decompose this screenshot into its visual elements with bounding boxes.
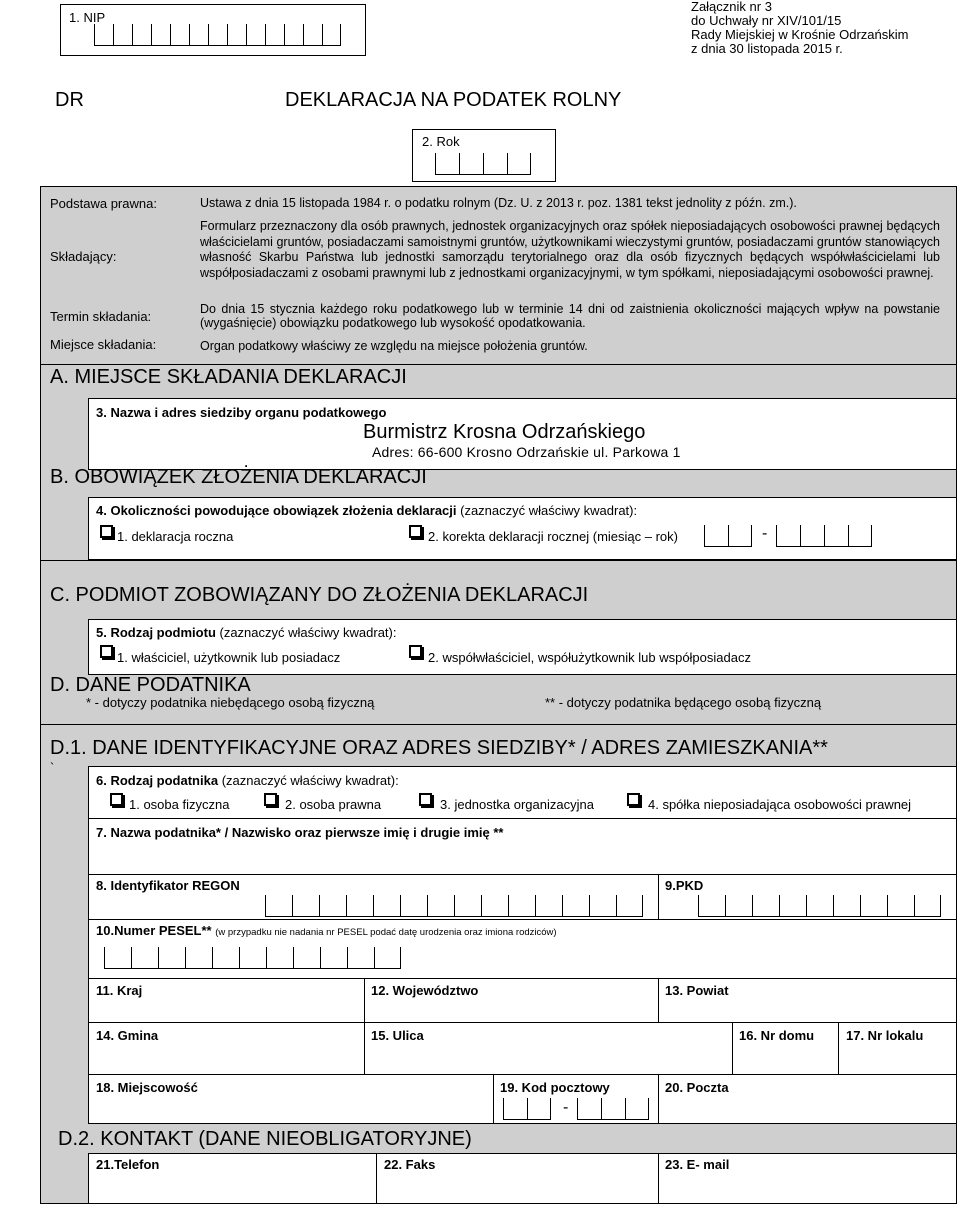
field-7-label: 7. Nazwa podatnika* / Nazwisko oraz pierwsze imię i drugie imię ** [96,825,504,840]
note-person: ** - dotyczy podatnika będącego osobą fizyczną [545,695,822,710]
postal-code-boxes-2[interactable] [577,1098,649,1120]
option-b1-label: 1. deklaracja roczna [117,529,234,544]
field-4-label [96,503,637,518]
checkbox-c2[interactable] [409,645,422,658]
option-c2-label: 2. współwłaściciel, współużytkownik lub współposiadacz [428,650,751,665]
deadline-label: Termin składania: [50,309,152,324]
field-4-label-bold: 4. Okoliczności powodujące obowiązek złożenia deklaracji [96,503,457,518]
authority-name: Burmistrz Krosna Odrzańskiego [363,421,646,443]
row-line-7 [88,818,957,819]
row-line-8 [88,874,957,875]
checkbox-type-4[interactable] [627,793,640,806]
type-1-label: 1. osoba fizyczna [129,797,230,812]
section-b-title: B. OBOWIĄZEK ZŁOŻENIA DEKLARACJI [50,466,427,488]
postal-dash: - [563,1099,569,1116]
col-line-22 [376,1153,377,1204]
annex-line-4: z dnia 30 listopada 2015 r. [691,41,843,56]
d1-form-area [88,766,957,1124]
row-line-11 [88,978,957,979]
col-line-16 [732,1022,733,1074]
field-6-label-rest: (zaznaczyć właściwy kwadrat): [218,773,399,788]
form-code: DR [55,89,84,111]
field-17-label: 17. Nr lokalu [846,1028,924,1043]
section-d-title: D. DANE PODATNIKA [50,674,251,696]
col-line-12 [364,978,365,1022]
option-b2-label: 2. korekta deklaracji rocznej (miesiąc – rok) [428,529,678,544]
filer-text: Formularz przeznaczony dla osób prawnych, jednostek organizacyjnych oraz spółek nieposiadających osobowości prawnej będących właścicielami gruntów, posiadaczami samoistnymi gruntów, użytkownikami wieczystymi gruntów, posiadaczami gruntów stanowiących własność Skarbu Państwa lub jednostki samorządu terytorialnego oraz dla osób fizycznych będących współwłaścicielami lub współposiadaczami z osobami prawnymi lub z jednostkami organizacyjnymi, w tym spółkami, nieposiadającymi osobowości prawnej. [200,219,940,280]
type-3-label: 3. jednostka organizacyjna [440,797,594,812]
field-9-label: 9.PKD [665,878,704,893]
field-13-label: 13. Powiat [665,983,729,998]
filer-label: Składający: [50,249,117,264]
field-16-label: 16. Nr domu [739,1028,815,1043]
place-text: Organ podatkowy właściwy ze względu na miejsce położenia gruntów. [200,339,588,353]
field-5-label-rest: (zaznaczyć właściwy kwadrat): [215,625,397,640]
place-label: Miejsce składania: [50,337,157,352]
field-14-label: 14. Gmina [96,1028,159,1043]
postal-code-boxes-1[interactable] [503,1098,551,1120]
col-line-9 [658,874,659,919]
annex-line-2: do Uchwały nr XIV/101/15 [691,13,842,28]
correction-year-boxes[interactable] [776,525,872,547]
authority-address: Adres: 66-600 Krosno Odrzańskie ul. Parkowa 1 [372,444,681,460]
section-a-title: A. MIEJSCE SKŁADANIA DEKLARACJI [50,366,407,388]
divider-d1 [40,724,957,725]
field-19-label: 19. Kod pocztowy [500,1080,610,1095]
field-12-label: 12. Województwo [371,983,479,998]
pkd-digit-boxes[interactable] [698,895,941,917]
field-5-label [96,625,397,640]
field-20-label: 20. Poczta [665,1080,729,1095]
field-10-label-bold: 10.Numer PESEL** [96,923,212,938]
legal-basis-label: Podstawa prawna: [50,196,157,211]
note-non-person: * - dotyczy podatnika niebędącego osobą fizyczną [86,695,375,710]
col-line-17 [838,1022,839,1074]
field-7-input[interactable] [96,843,946,871]
field-23-label: 23. E- mail [665,1157,730,1172]
checkbox-b2[interactable] [409,525,422,538]
pesel-digit-boxes[interactable] [104,947,401,969]
checkbox-type-3[interactable] [419,793,432,806]
field-15-label: 15. Ulica [371,1028,424,1043]
section-d1-title: D.1. DANE IDENTYFIKACYJNE ORAZ ADRES SIEDZIBY* / ADRES ZAMIESZKANIA** [50,737,828,759]
checkbox-type-2[interactable] [264,793,277,806]
checkbox-type-1[interactable] [110,793,123,806]
year-digit-boxes[interactable] [435,153,531,175]
divider-c [40,560,957,561]
field-3-label: 3. Nazwa i adres siedziby organu podatkowego [96,405,387,420]
field-18-label: 18. Miejscowość [96,1080,198,1095]
annex-note [691,0,908,56]
field-11-label: 11. Kraj [96,983,143,998]
field-22-label: 22. Faks [384,1157,436,1172]
nip-label: 1. NIP [69,10,106,25]
d2-form-area [88,1153,957,1204]
row-line-18 [88,1074,957,1075]
divider-a [40,364,957,365]
field-8-label: 8. Identyfikator REGON [96,878,240,893]
option-c1-label: 1. właściciel, użytkownik lub posiadacz [117,650,341,665]
legal-basis-text: Ustawa z dnia 15 listopada 1984 r. o podatku rolnym (Dz. U. z 2013 r. poz. 1381 tekst jednolity z późn. zm.). [200,196,797,210]
form-title: DEKLARACJA NA PODATEK ROLNY [285,89,622,111]
field-6-label [96,773,399,788]
year-label: 2. Rok [422,134,460,149]
correction-month-boxes[interactable] [704,525,752,547]
type-4-label: 4. spółka nieposiadająca osobowości prawnej [648,797,912,812]
annex-line-1: Załącznik nr 3 [691,0,772,14]
checkbox-c1[interactable] [100,645,113,658]
col-line-13 [658,978,659,1022]
col-line-19 [493,1074,494,1124]
stray-mark: ` [50,760,55,775]
field-5-label-bold: 5. Rodzaj podmiotu [96,625,216,640]
field-10-label-rest: (w przypadku nie nadania nr PESEL podać datę urodzenia oraz imiona rodziców) [215,927,557,938]
checkbox-b1[interactable] [100,525,113,538]
field-10-label [96,923,557,938]
field-21-label: 21.Telefon [96,1157,160,1172]
deadline-text: Do dnia 15 stycznia każdego roku podatkowego lub w terminie 14 dni od zaistnienia okoliczności mających wpływ na powstanie (wygaśnięcie) obowiązku podatkowego lub wysokość opodatkowania. [200,302,940,330]
correction-dash: - [762,525,768,542]
annex-line-3: Rady Miejskiej w Krośnie Odrzańskim [691,27,909,42]
section-d2-title: D.2. KONTAKT (DANE NIEOBLIGATORYJNE) [58,1128,472,1150]
row-line-14 [88,1022,957,1023]
regon-digit-boxes[interactable] [265,895,643,917]
nip-digit-boxes[interactable] [94,24,341,46]
field-6-label-bold: 6. Rodzaj podatnika [96,773,219,788]
type-2-label: 2. osoba prawna [285,797,382,812]
field-4-label-rest: (zaznaczyć właściwy kwadrat): [456,503,638,518]
col-line-20 [658,1074,659,1124]
row-line-10 [88,919,957,920]
col-line-15 [364,1022,365,1074]
section-c-title: C. PODMIOT ZOBOWIĄZANY DO ZŁOŻENIA DEKLARACJI [50,584,589,606]
col-line-23 [658,1153,659,1204]
